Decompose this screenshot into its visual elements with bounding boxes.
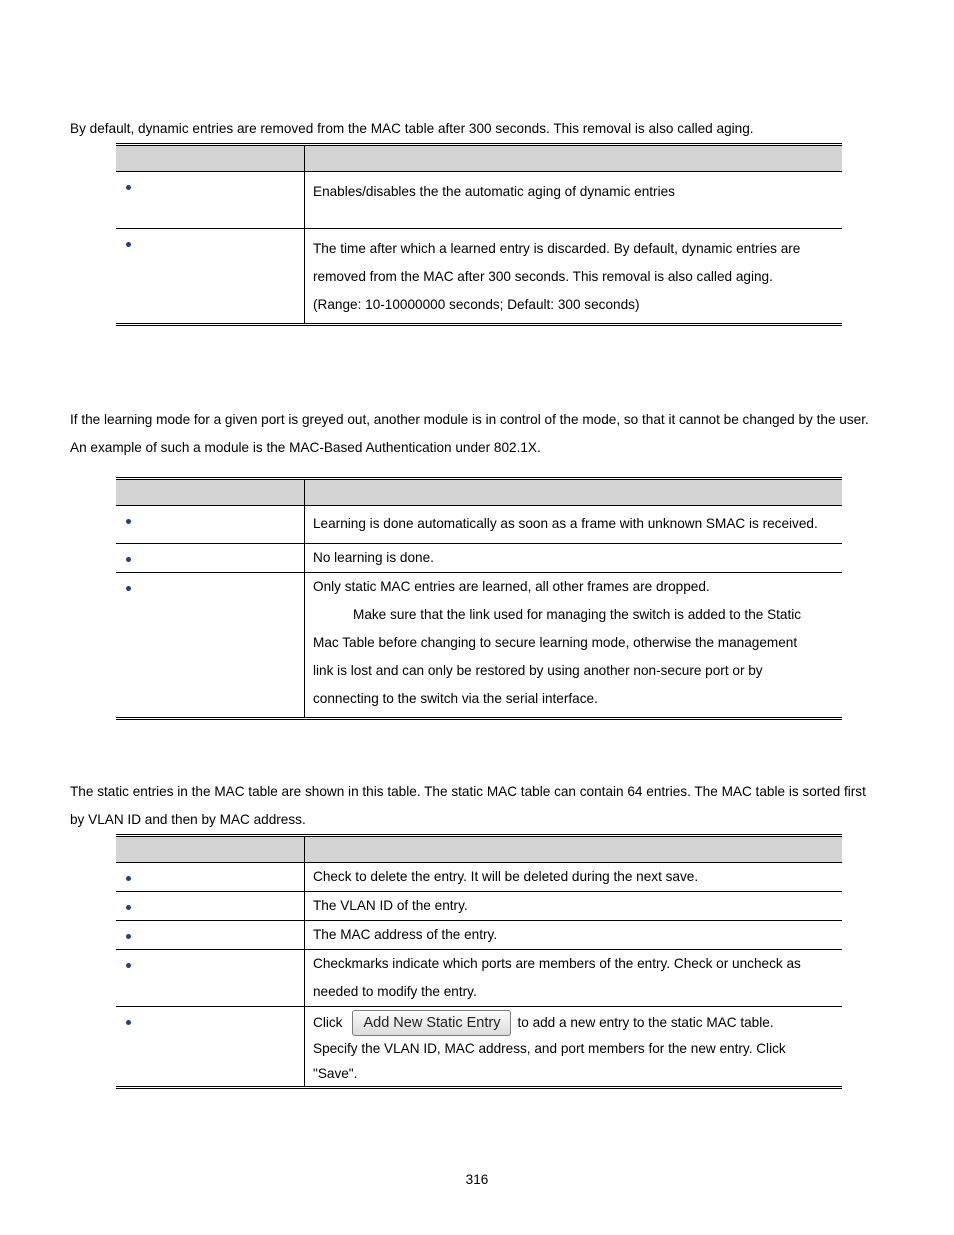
row-text: Specify the VLAN ID, MAC address, and port members for the new entry. Click [313,1041,786,1057]
row-text: Enables/disables the the automatic aging of dynamic entries [313,184,675,199]
bullet-icon [126,876,131,881]
table-row [116,506,842,544]
table-row [116,172,842,229]
row-text: needed to modify the entry. [313,984,477,999]
table-header [116,836,842,863]
row-text: Learning is done automatically as soon as a frame with unknown SMAC is received. [313,516,818,531]
row-text: Mac Table before changing to secure learning mode, otherwise the management [313,635,798,650]
learning-intro-line1: If the learning mode for a given port is greyed out, another module is in control of the mode, so that it cannot be changed by the user. [70,412,869,427]
aging-intro: By default, dynamic entries are removed from the MAC table after 300 seconds. This removal is also called aging. [70,121,754,136]
table-row [116,863,842,892]
table-row [116,921,842,950]
row-text: Check to delete the entry. It will be deleted during the next save. [313,869,699,884]
table-header [116,145,842,172]
row-text: removed from the MAC after 300 seconds. This removal is also called aging. [313,269,773,284]
static-mac-table [116,834,842,1089]
aging-config-table [116,143,842,326]
static-intro [70,778,866,834]
row-text: link is lost and can only be restored by using another non-secure port or by [313,663,763,678]
bullet-icon [126,934,131,939]
table-row [116,892,842,921]
row-text: Make sure that the link used for managing the switch is added to the Static [353,607,802,622]
row-text: (Range: 10-10000000 seconds; Default: 300 seconds) [313,297,640,312]
bullet-icon [126,963,131,968]
add-new-static-entry-button[interactable]: Add New Static Entry [352,1010,511,1036]
bullet-icon [126,185,131,190]
learning-intro-line2: An example of such a module is the MAC-Based Authentication under 802.1X. [70,440,541,455]
table-row [116,1007,842,1088]
click-label: Click [313,1015,343,1030]
table-row [116,544,842,573]
bullet-icon [126,586,131,591]
table-row [116,573,842,719]
bullet-icon [126,1020,131,1025]
table-row [116,950,842,1007]
bullet-icon [126,557,131,562]
table-row [116,229,842,325]
table-header [116,479,842,506]
row-text: Only static MAC entries are learned, all other frames are dropped. [313,579,710,594]
static-intro-line1: The static entries in the MAC table are shown in this table. The static MAC table can contain 64 entries. The MAC table is sorted first [70,784,866,799]
row-text: Checkmarks indicate which ports are members of the entry. Check or uncheck as [313,956,801,971]
row-text: to add a new entry to the static MAC table. [517,1015,774,1030]
row-text: The time after which a learned entry is discarded. By default, dynamic entries are [313,241,801,256]
row-text: The MAC address of the entry. [313,927,498,942]
row-text: No learning is done. [313,550,434,565]
row-text: "Save". [313,1066,358,1082]
bullet-icon [126,519,131,524]
page-number: 316 [465,1172,489,1187]
row-text: The VLAN ID of the entry. [313,898,468,913]
bullet-icon [126,905,131,910]
row-text: connecting to the switch via the serial interface. [313,691,598,706]
learning-intro [70,406,869,462]
learning-mode-table [116,477,842,720]
static-intro-line2: by VLAN ID and then by MAC address. [70,812,306,827]
bullet-icon [126,242,131,247]
